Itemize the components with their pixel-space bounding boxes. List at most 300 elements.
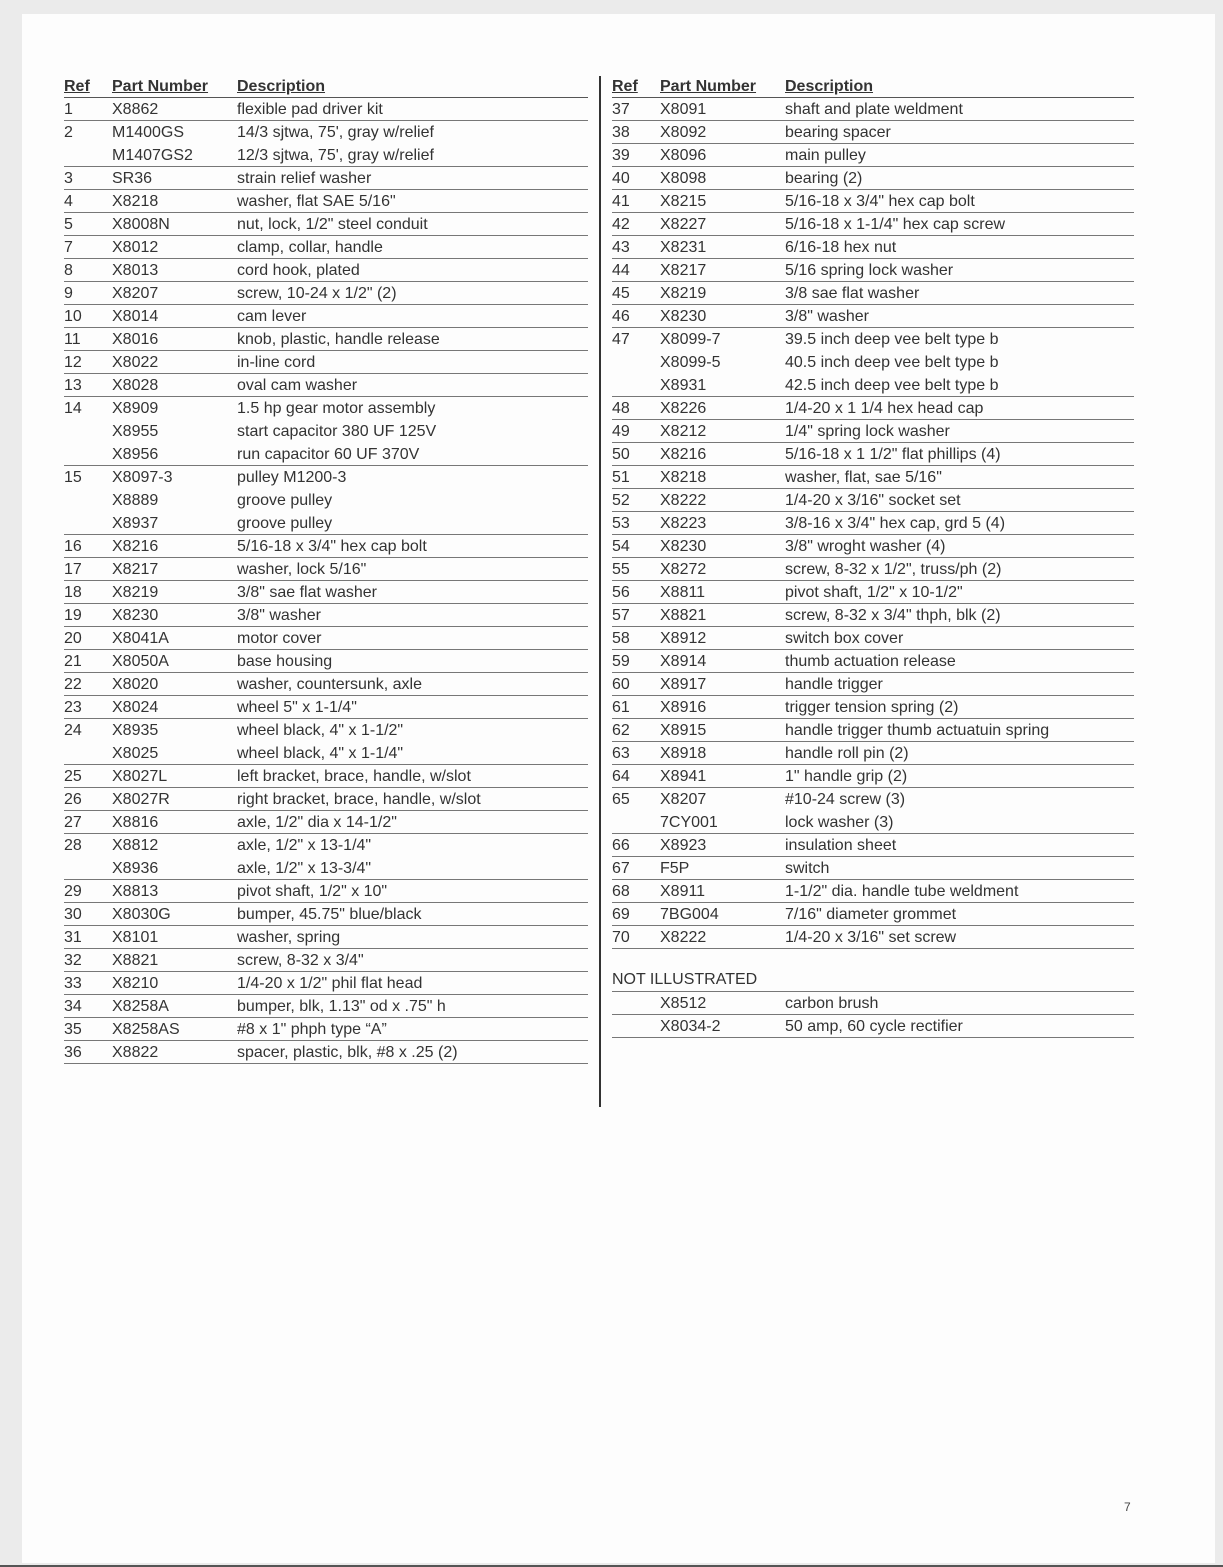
table-row bbox=[64, 213, 588, 236]
table-row bbox=[612, 650, 1134, 673]
description-cell: flexible pad driver kit bbox=[237, 101, 383, 118]
description-cell: handle roll pin (2) bbox=[785, 745, 909, 762]
ref-cell: 53 bbox=[612, 515, 630, 532]
ref-cell: 31 bbox=[64, 929, 82, 946]
part-number-cell: X8811 bbox=[660, 584, 706, 601]
part-number-cell: X8092 bbox=[660, 124, 707, 141]
part-number-cell: X8226 bbox=[660, 400, 707, 417]
description-cell: trigger tension spring (2) bbox=[785, 699, 959, 716]
description-cell: 3/8" washer bbox=[237, 607, 321, 624]
ref-cell: 48 bbox=[612, 400, 630, 417]
part-number-cell: X8918 bbox=[660, 745, 707, 762]
description-cell: 14/3 sjtwa, 75', gray w/relief bbox=[237, 124, 434, 141]
ref-cell: 7 bbox=[64, 239, 73, 256]
description-cell: 1/4-20 x 1 1/4 hex head cap bbox=[785, 400, 984, 417]
description-cell: oval cam washer bbox=[237, 377, 358, 394]
description-cell: axle, 1/2" x 13-3/4" bbox=[237, 860, 372, 877]
description-cell: strain relief washer bbox=[237, 170, 372, 187]
ref-cell: 21 bbox=[64, 653, 82, 670]
table-row bbox=[64, 328, 588, 351]
table-row bbox=[612, 765, 1134, 788]
part-number-cell: X8012 bbox=[112, 239, 159, 256]
part-number-cell: X8207 bbox=[660, 791, 707, 808]
description-cell: 5/16 spring lock washer bbox=[785, 262, 954, 279]
table-row bbox=[64, 903, 588, 926]
table-row bbox=[64, 742, 588, 765]
table-row bbox=[612, 443, 1134, 466]
description-cell: wheel black, 4" x 1-1/2" bbox=[237, 722, 404, 739]
ref-header: Ref bbox=[64, 78, 90, 95]
page-number: 7 bbox=[1124, 1500, 1131, 1514]
description-cell: bearing spacer bbox=[785, 124, 891, 141]
ref-cell: 20 bbox=[64, 630, 82, 647]
not-illustrated-section bbox=[612, 968, 1134, 1038]
table-row bbox=[64, 949, 588, 972]
description-cell: 1/4-20 x 3/16" set screw bbox=[785, 929, 957, 946]
part-number-cell: X8272 bbox=[660, 561, 707, 578]
table-row bbox=[612, 466, 1134, 489]
part-number-cell: X8889 bbox=[112, 492, 159, 509]
table-row bbox=[64, 236, 588, 259]
description-cell: switch bbox=[785, 860, 830, 877]
column-divider bbox=[599, 76, 601, 1107]
ref-cell: 29 bbox=[64, 883, 82, 900]
part-number-cell: X8931 bbox=[660, 377, 707, 394]
ref-header: Ref bbox=[612, 78, 638, 95]
parts-table-right bbox=[612, 76, 1134, 949]
description-cell: 5/16-18 x 1 1/2" flat phillips (4) bbox=[785, 446, 1001, 463]
part-number-cell: X8008N bbox=[112, 216, 170, 233]
table-row bbox=[612, 696, 1134, 719]
part-number-cell: X8909 bbox=[112, 400, 159, 417]
table-row bbox=[612, 121, 1134, 144]
part-number-cell: X8914 bbox=[660, 653, 707, 670]
part-number-cell: X8013 bbox=[112, 262, 159, 279]
part-number-cell: X8227 bbox=[660, 216, 707, 233]
ref-cell bbox=[64, 512, 112, 534]
part-number-cell: X8222 bbox=[660, 492, 707, 509]
description-cell: switch box cover bbox=[785, 630, 904, 647]
description-cell: groove pulley bbox=[237, 515, 333, 532]
ref-cell: 68 bbox=[612, 883, 630, 900]
part-number-cell: X8099-5 bbox=[660, 354, 721, 371]
table-row bbox=[612, 535, 1134, 558]
ref-cell: 45 bbox=[612, 285, 630, 302]
description-cell: pivot shaft, 1/2" x 10-1/2" bbox=[785, 584, 963, 601]
description-cell: 5/16-18 x 1-1/4" hex cap screw bbox=[785, 216, 1006, 233]
description-cell: wheel 5" x 1-1/4" bbox=[237, 699, 357, 716]
table-row bbox=[64, 673, 588, 696]
part-number-cell: X8028 bbox=[112, 377, 159, 394]
ref-cell bbox=[64, 857, 112, 879]
part-number-cell: X8915 bbox=[660, 722, 707, 739]
ref-cell: 12 bbox=[64, 354, 82, 371]
part-number-cell: X8231 bbox=[660, 239, 707, 256]
table-row bbox=[612, 374, 1134, 397]
description-cell: screw, 8-32 x 3/4" bbox=[237, 952, 364, 969]
description-cell: groove pulley bbox=[237, 492, 333, 509]
ref-cell bbox=[64, 742, 112, 764]
part-number-cell: X8025 bbox=[112, 745, 159, 762]
ref-cell: 38 bbox=[612, 124, 630, 141]
ref-cell: 47 bbox=[612, 331, 630, 348]
table-row bbox=[64, 351, 588, 374]
part-number-cell: X8101 bbox=[112, 929, 159, 946]
part-number-cell: X8230 bbox=[660, 308, 707, 325]
part-number-cell: X8216 bbox=[112, 538, 159, 555]
table-row bbox=[64, 696, 588, 719]
table-header bbox=[64, 76, 588, 98]
description-header: Description bbox=[785, 78, 874, 95]
description-header: Description bbox=[237, 78, 326, 95]
part-number-cell: X8212 bbox=[660, 423, 707, 440]
description-cell: 5/16-18 x 3/4" hex cap bolt bbox=[785, 193, 975, 210]
description-cell: handle trigger bbox=[785, 676, 883, 693]
table-row bbox=[64, 1018, 588, 1041]
ref-cell: 70 bbox=[612, 929, 630, 946]
ref-cell: 24 bbox=[64, 722, 82, 739]
part-number-cell: X8956 bbox=[112, 446, 159, 463]
description-cell: insulation sheet bbox=[785, 837, 897, 854]
ref-cell: 54 bbox=[612, 538, 630, 555]
part-number-cell: X8216 bbox=[660, 446, 707, 463]
ref-cell: 57 bbox=[612, 607, 630, 624]
description-cell: base housing bbox=[237, 653, 333, 670]
part-number-cell: X8911 bbox=[660, 883, 706, 900]
description-cell: spacer, plastic, blk, #8 x .25 (2) bbox=[237, 1044, 458, 1061]
description-cell: 1" handle grip (2) bbox=[785, 768, 908, 785]
description-cell: 12/3 sjtwa, 75', gray w/relief bbox=[237, 147, 434, 164]
description-cell: washer, lock 5/16" bbox=[237, 561, 367, 578]
description-cell: 39.5 inch deep vee belt type b bbox=[785, 331, 999, 348]
description-cell: #10-24 screw (3) bbox=[785, 791, 906, 808]
part-number-cell: X8937 bbox=[112, 515, 159, 532]
part-number-cell: X8223 bbox=[660, 515, 707, 532]
description-cell: screw, 8-32 x 1/2", truss/ph (2) bbox=[785, 561, 1002, 578]
ref-cell: 55 bbox=[612, 561, 630, 578]
table-row bbox=[612, 512, 1134, 535]
table-row bbox=[64, 98, 588, 121]
table-row bbox=[612, 190, 1134, 213]
table-row bbox=[612, 282, 1134, 305]
ref-cell: 28 bbox=[64, 837, 82, 854]
description-cell: bearing (2) bbox=[785, 170, 863, 187]
description-cell: run capacitor 60 UF 370V bbox=[237, 446, 420, 463]
description-cell: 1/4-20 x 1/2" phil flat head bbox=[237, 975, 423, 992]
part-number-cell: M1400GS bbox=[112, 124, 185, 141]
part-number-cell: X8936 bbox=[112, 860, 159, 877]
table-row bbox=[612, 581, 1134, 604]
description-cell: 1/4" spring lock washer bbox=[785, 423, 950, 440]
description-cell: lock washer (3) bbox=[785, 814, 894, 831]
part-number-cell: X8098 bbox=[660, 170, 707, 187]
part-number-cell: X8941 bbox=[660, 768, 707, 785]
ref-cell: 61 bbox=[612, 699, 630, 716]
ref-cell: 22 bbox=[64, 676, 82, 693]
table-row bbox=[64, 259, 588, 282]
table-row bbox=[612, 420, 1134, 443]
part-number-cell: X8258AS bbox=[112, 1021, 180, 1038]
description-cell: #8 x 1" phph type “A” bbox=[237, 1021, 387, 1038]
description-cell: wheel black, 4" x 1-1/4" bbox=[237, 745, 404, 762]
description-cell: thumb actuation release bbox=[785, 653, 956, 670]
table-row bbox=[612, 604, 1134, 627]
part-number-cell: X8813 bbox=[112, 883, 159, 900]
table-row bbox=[64, 190, 588, 213]
part-number-cell: 7BG004 bbox=[660, 906, 719, 923]
part-number-cell: X8512 bbox=[660, 995, 707, 1012]
ref-cell: 67 bbox=[612, 860, 630, 877]
table-row bbox=[64, 972, 588, 995]
description-cell: 5/16-18 x 3/4" hex cap bolt bbox=[237, 538, 427, 555]
description-cell: 3/8 sae flat washer bbox=[785, 285, 920, 302]
part-number-cell: X8099-7 bbox=[660, 331, 721, 348]
description-cell: knob, plastic, handle release bbox=[237, 331, 440, 348]
part-number-cell: X8024 bbox=[112, 699, 159, 716]
ref-cell: 27 bbox=[64, 814, 82, 831]
table-row bbox=[64, 834, 588, 857]
part-number-cell: X8912 bbox=[660, 630, 707, 647]
description-cell: handle trigger thumb actuatuin spring bbox=[785, 722, 1050, 739]
ref-cell: 58 bbox=[612, 630, 630, 647]
table-row bbox=[612, 880, 1134, 903]
part-number-cell: X8258A bbox=[112, 998, 169, 1015]
table-row bbox=[64, 880, 588, 903]
ref-cell: 42 bbox=[612, 216, 630, 233]
description-cell: washer, spring bbox=[237, 929, 341, 946]
ref-cell: 8 bbox=[64, 262, 73, 279]
table-row bbox=[612, 98, 1134, 121]
part-number-cell: 7CY001 bbox=[660, 814, 718, 831]
description-cell: clamp, collar, handle bbox=[237, 239, 383, 256]
description-cell: nut, lock, 1/2" steel conduit bbox=[237, 216, 428, 233]
ref-cell: 4 bbox=[64, 193, 73, 210]
description-cell: 1/4-20 x 3/16" socket set bbox=[785, 492, 961, 509]
parts-table-left bbox=[64, 76, 588, 1064]
ref-cell: 63 bbox=[612, 745, 630, 762]
description-cell: start capacitor 380 UF 125V bbox=[237, 423, 437, 440]
description-cell: washer, flat, sae 5/16" bbox=[785, 469, 942, 486]
ref-cell bbox=[64, 443, 112, 465]
ref-cell: 3 bbox=[64, 170, 73, 187]
ref-cell: 32 bbox=[64, 952, 82, 969]
part-number-cell: X8091 bbox=[660, 101, 707, 118]
description-cell: right bracket, brace, handle, w/slot bbox=[237, 791, 481, 808]
ref-cell: 44 bbox=[612, 262, 630, 279]
ref-cell: 19 bbox=[64, 607, 82, 624]
part-number-cell: X8207 bbox=[112, 285, 159, 302]
ref-cell: 15 bbox=[64, 469, 82, 486]
table-row bbox=[64, 995, 588, 1018]
description-cell: screw, 10-24 x 1/2" (2) bbox=[237, 285, 397, 302]
description-cell: 40.5 inch deep vee belt type b bbox=[785, 354, 999, 371]
ref-cell: 25 bbox=[64, 768, 82, 785]
ref-cell: 1 bbox=[64, 101, 73, 118]
description-cell: 3/8" wroght washer (4) bbox=[785, 538, 946, 555]
not-illustrated-title: NOT ILLUSTRATED bbox=[612, 968, 1134, 992]
part-number-cell: X8219 bbox=[112, 584, 159, 601]
part-number-cell: X8050A bbox=[112, 653, 169, 670]
part-number-cell: X8020 bbox=[112, 676, 159, 693]
table-row bbox=[64, 144, 588, 167]
part-number-cell: X8822 bbox=[112, 1044, 159, 1061]
table-row bbox=[64, 788, 588, 811]
table-row bbox=[612, 397, 1134, 420]
table-row bbox=[64, 765, 588, 788]
ref-cell: 35 bbox=[64, 1021, 82, 1038]
part-number-cell: X8917 bbox=[660, 676, 707, 693]
part-number-cell: X8821 bbox=[112, 952, 159, 969]
ref-cell: 43 bbox=[612, 239, 630, 256]
description-cell: 3/8-16 x 3/4" hex cap, grd 5 (4) bbox=[785, 515, 1006, 532]
table-row bbox=[64, 489, 588, 512]
part-number-cell: X8097-3 bbox=[112, 469, 173, 486]
part-number-cell: X8014 bbox=[112, 308, 159, 325]
part-number-cell: X8219 bbox=[660, 285, 707, 302]
description-cell: 1.5 hp gear motor assembly bbox=[237, 400, 436, 417]
table-row bbox=[612, 926, 1134, 949]
table-row bbox=[64, 305, 588, 328]
table-row bbox=[612, 144, 1134, 167]
part-number-cell: X8923 bbox=[660, 837, 707, 854]
ref-cell: 5 bbox=[64, 216, 73, 233]
table-row bbox=[64, 121, 588, 144]
ref-cell bbox=[612, 811, 660, 833]
description-cell: 7/16" diameter grommet bbox=[785, 906, 957, 923]
part-number-cell: X8027R bbox=[112, 791, 170, 808]
table-row bbox=[64, 604, 588, 627]
part-number-cell: X8027L bbox=[112, 768, 168, 785]
table-row bbox=[612, 489, 1134, 512]
ref-cell: 2 bbox=[64, 124, 73, 141]
ref-cell: 33 bbox=[64, 975, 82, 992]
table-row bbox=[612, 903, 1134, 926]
ref-cell bbox=[64, 144, 112, 166]
part-number-cell: X8230 bbox=[660, 538, 707, 555]
table-row bbox=[612, 351, 1134, 374]
table-row bbox=[612, 1015, 1134, 1038]
table-header bbox=[612, 76, 1134, 98]
part-number-cell: X8821 bbox=[660, 607, 707, 624]
ref-cell: 62 bbox=[612, 722, 630, 739]
table-row bbox=[612, 259, 1134, 282]
description-cell: main pulley bbox=[785, 147, 866, 164]
ref-cell: 52 bbox=[612, 492, 630, 509]
table-row bbox=[612, 167, 1134, 190]
description-cell: left bracket, brace, handle, w/slot bbox=[237, 768, 471, 785]
part-number-cell: X8210 bbox=[112, 975, 159, 992]
ref-cell: 64 bbox=[612, 768, 630, 785]
table-row bbox=[64, 397, 588, 420]
table-row bbox=[64, 167, 588, 190]
description-cell: 42.5 inch deep vee belt type b bbox=[785, 377, 999, 394]
ref-cell: 49 bbox=[612, 423, 630, 440]
table-row bbox=[64, 627, 588, 650]
table-row bbox=[64, 466, 588, 489]
description-cell: washer, countersunk, axle bbox=[237, 676, 422, 693]
ref-cell: 51 bbox=[612, 469, 630, 486]
ref-cell: 50 bbox=[612, 446, 630, 463]
part-number-cell: M1407GS2 bbox=[112, 147, 193, 164]
description-cell: pivot shaft, 1/2" x 10" bbox=[237, 883, 388, 900]
table-row bbox=[612, 857, 1134, 880]
description-cell: cord hook, plated bbox=[237, 262, 360, 279]
part-number-cell: X8222 bbox=[660, 929, 707, 946]
part-number-cell: X8034-2 bbox=[660, 1018, 721, 1035]
table-row bbox=[64, 581, 588, 604]
table-row bbox=[64, 512, 588, 535]
part-number-cell: F5P bbox=[660, 860, 690, 877]
part-number-cell: X8041A bbox=[112, 630, 169, 647]
table-row bbox=[612, 673, 1134, 696]
part-number-header: Part Number bbox=[660, 78, 757, 95]
table-row bbox=[612, 627, 1134, 650]
ref-cell: 34 bbox=[64, 998, 82, 1015]
description-cell: axle, 1/2" x 13-1/4" bbox=[237, 837, 372, 854]
table-row bbox=[612, 742, 1134, 765]
table-row bbox=[612, 811, 1134, 834]
description-cell: 3/8" washer bbox=[785, 308, 869, 325]
table-row bbox=[612, 558, 1134, 581]
table-row bbox=[64, 857, 588, 880]
ref-cell: 9 bbox=[64, 285, 73, 302]
part-number-cell: X8096 bbox=[660, 147, 707, 164]
ref-cell: 41 bbox=[612, 193, 630, 210]
table-row bbox=[64, 650, 588, 673]
ref-cell: 36 bbox=[64, 1044, 82, 1061]
part-number-cell: X8816 bbox=[112, 814, 159, 831]
ref-cell bbox=[64, 420, 112, 443]
ref-cell: 40 bbox=[612, 170, 630, 187]
ref-cell: 66 bbox=[612, 837, 630, 854]
part-number-cell: X8217 bbox=[660, 262, 707, 279]
description-cell: bumper, 45.75" blue/black bbox=[237, 906, 422, 923]
ref-cell: 14 bbox=[64, 400, 82, 417]
description-cell: bumper, blk, 1.13" od x .75" h bbox=[237, 998, 446, 1015]
table-row bbox=[64, 443, 588, 466]
ref-cell: 56 bbox=[612, 584, 630, 601]
table-row bbox=[64, 1041, 588, 1064]
ref-cell: 10 bbox=[64, 308, 82, 325]
ref-cell: 59 bbox=[612, 653, 630, 670]
part-number-cell: X8230 bbox=[112, 607, 159, 624]
ref-cell: 11 bbox=[64, 331, 81, 348]
description-cell: carbon brush bbox=[785, 995, 879, 1012]
part-number-cell: X8218 bbox=[112, 193, 159, 210]
table-row bbox=[612, 834, 1134, 857]
table-row bbox=[64, 558, 588, 581]
table-row bbox=[612, 213, 1134, 236]
description-cell: 50 amp, 60 cycle rectifier bbox=[785, 1018, 963, 1035]
ref-cell: 18 bbox=[64, 584, 82, 601]
part-number-cell: X8862 bbox=[112, 101, 159, 118]
table-row bbox=[612, 305, 1134, 328]
table-row bbox=[612, 719, 1134, 742]
table-row bbox=[612, 992, 1134, 1015]
table-row bbox=[64, 535, 588, 558]
part-number-cell: X8218 bbox=[660, 469, 707, 486]
ref-cell: 17 bbox=[64, 561, 82, 578]
description-cell: 3/8" sae flat washer bbox=[237, 584, 377, 601]
description-cell: motor cover bbox=[237, 630, 322, 647]
ref-cell: 37 bbox=[612, 101, 630, 118]
part-number-cell: X8916 bbox=[660, 699, 707, 716]
ref-cell bbox=[612, 351, 660, 374]
part-number-cell: X8016 bbox=[112, 331, 159, 348]
right-rows bbox=[612, 98, 1134, 949]
table-row bbox=[612, 788, 1134, 811]
table-row bbox=[64, 719, 588, 742]
